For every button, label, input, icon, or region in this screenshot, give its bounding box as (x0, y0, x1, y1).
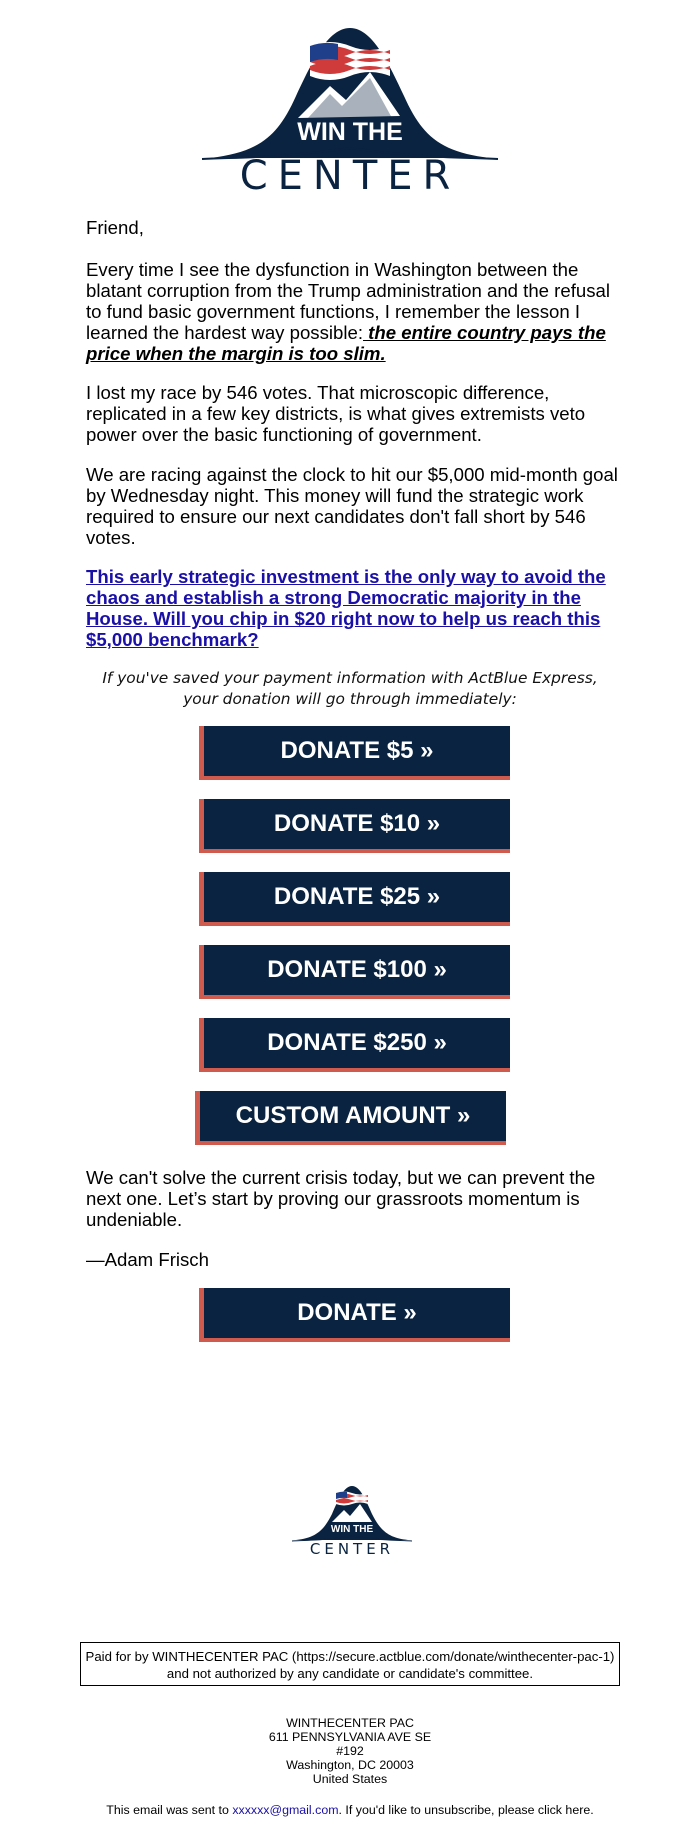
donate-25-button[interactable]: DONATE $25 » (199, 872, 510, 926)
paragraph-3: We are racing against the clock to hit our $5,000 mid-month goal by Wednesday night. This money will fund the strategic work required to ensure our next candidates don't fall short by 546 votes. (86, 464, 618, 548)
paragraph-1: Every time I see the dysfunction in Washington between the blatant corruption from the Trump administration and the refusal to fund basic government functions, I remember the lesson I learned the hardest way possible: the entire country pays the price when the margin is too slim. (86, 259, 610, 364)
svg-text:WIN THE: WIN THE (330, 1524, 374, 1535)
closing-paragraph: We can't solve the current crisis today, but we can prevent the next one. Let’s start by proving our grassroots momentum is undeniable. (86, 1167, 596, 1230)
suite-line: #192 (336, 1744, 364, 1758)
donate-100-button[interactable]: DONATE $100 » (199, 945, 510, 999)
donate-250-button[interactable]: DONATE $250 » (199, 1018, 510, 1072)
logo-mountain-flag-icon (292, 1482, 412, 1558)
city-line: Washington, DC 20003 (286, 1758, 414, 1772)
donate-button[interactable]: DONATE » (199, 1288, 510, 1342)
country-line: United States (312, 1772, 388, 1786)
svg-text:CENTER: CENTER (239, 153, 461, 196)
cta-paragraph (86, 566, 626, 650)
footer-logo (292, 1482, 412, 1558)
paragraph-2: I lost my race by 546 votes. That microscopic difference, replicated in a few key districts, is what gives extremists veto power over the basic functioning of government. (86, 382, 586, 445)
recipient-email-link[interactable]: xxxxxx@gmail.com (232, 1803, 339, 1817)
paid-for-disclaimer: Paid for by WINTHECENTER PAC (https://secure.actblue.com/donate/winthecenter-pac-1) and not authorized by any candidate or candidate's committee. (80, 1642, 620, 1686)
donate-5-button[interactable]: DONATE $5 » (199, 726, 510, 780)
logo-mountain-flag-icon (200, 18, 500, 196)
street-line: 611 PENNSYLVANIA AVE SE (268, 1730, 432, 1744)
win-the-center-logo (200, 18, 500, 196)
unsubscribe-notice: This email was sent to xxxxxx@gmail.com. If you'd like to unsubscribe, please click here. (106, 1803, 594, 1817)
org-name: WINTHECENTER PAC (286, 1716, 414, 1730)
donate-10-button[interactable]: DONATE $10 » (199, 799, 510, 853)
mailing-address (150, 1716, 550, 1786)
custom-amount-button[interactable]: CUSTOM AMOUNT » (195, 1091, 506, 1145)
emphasis-text: the entire country pays the price when the margin is too slim. (86, 322, 606, 364)
actblue-express-note: If you've saved your payment information with ActBlue Express, your donation will go through immediately: (102, 669, 598, 708)
svg-text:WIN THE: WIN THE (297, 118, 403, 146)
signature: —Adam Frisch (86, 1249, 209, 1270)
cta-link[interactable]: This early strategic investment is the only way to avoid the chaos and establish a strong Democratic majority in the House. Will you chip in $20 right now to help us reach this $5,000 benchmark? (86, 566, 606, 650)
svg-text:CENTER: CENTER (309, 1540, 395, 1558)
greeting: Friend, (86, 217, 144, 238)
